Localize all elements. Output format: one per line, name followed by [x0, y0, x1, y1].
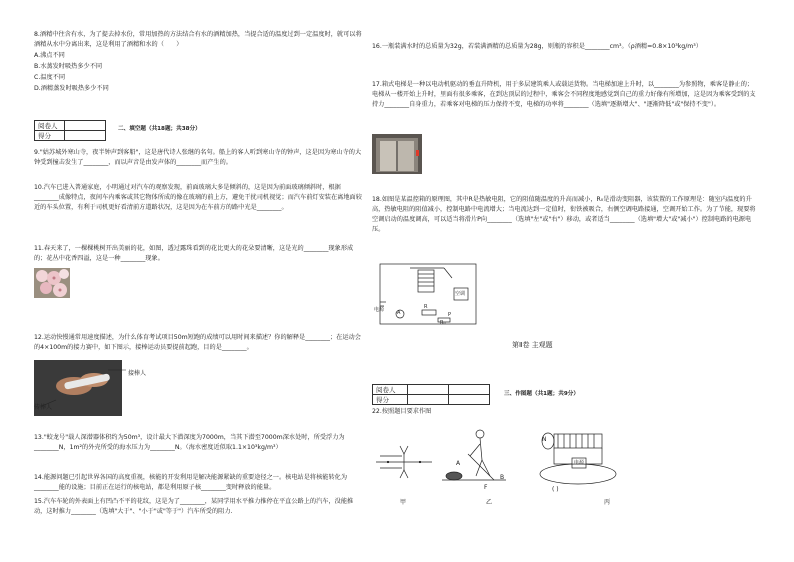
question-8: 8.酒精中往含有水，为了提去掉水份，常用加热的方法结合有水的酒精加热，当提合适的温度过到一定温度时，就可以将酒精从水中分离出来，这是利用了酒精和水的（ ）	[34, 31, 362, 48]
figure-bing-electromagnet	[532, 426, 622, 486]
score-table-right	[372, 384, 490, 405]
question-13: 13."蛟龙号"载人深潜器体积约为50m³，设计最大下潜深度为7000m，当其下潜至7000m深水处时，所受浮力为________N，1m²的外壳所受的海水压力为________N。（海水密度近似取1.1×10³kg/m³）	[34, 434, 345, 451]
ammeter-label: A	[397, 310, 401, 316]
score-table-left	[34, 120, 106, 141]
question-16: 16.一瓶装满水时的总质量为32g，若装满酒精的总质量为28g，则瓶的容积是________cm³。（ρ酒精=0.8×10³kg/m³）	[372, 43, 702, 50]
figure-yi-caption: 乙	[486, 499, 493, 506]
q8-option-a: A.沸点不同	[34, 52, 65, 59]
figure-bing-caption: 丙	[604, 499, 611, 506]
score-points-label: 得分	[373, 395, 408, 405]
thermostat-circuit-diagram	[372, 258, 484, 334]
score-reviewer-label: 阅卷人	[35, 121, 65, 131]
question-22: 22.按照题目要求作图	[372, 408, 432, 415]
source-label: 电源	[374, 307, 385, 313]
r0-label: R₀	[440, 320, 446, 326]
figure-yi-lever	[440, 426, 510, 492]
q8-option-b: B.水蒸发时吸热多少不同	[34, 63, 103, 70]
answer-parentheses: ( )	[552, 486, 559, 493]
power-label: 电源	[574, 460, 585, 466]
figure-jia-caption: 甲	[400, 499, 407, 506]
question-10: 10.汽车已进入普通家庭，小明通过对汽车的观察发现，前面玻璃大多是倾斜的，这是因为前面玻璃倾斜时，根据________成像特点，夜间车内乘客或其它物体所成的像在玻璃的前上方，避免干扰司机视觉；而汽车前灯安装在离地面较近的车头位置，有利于司机更好看清前方道路状况，这是因为在车前方的路中光是________。	[34, 184, 362, 211]
score-reviewer-label: 阅卷人	[373, 385, 408, 395]
section-2-title: 二、填空题（共18题；共38分）	[118, 126, 201, 132]
peach-blossom-photo	[34, 268, 70, 298]
question-14: 14.能源问题已引起世界各国的高度重视，核能的开发利用是解决能源紧缺的重要途径之一。核电站是将核能转化为________能的设施；目前正在运行的核电站，都是利用原子核________变时释放的能量。	[34, 474, 348, 491]
pole-n-label: N	[542, 436, 547, 443]
question-12: 12.运动快慢通常用速度描述，为什么体育考试项目50m短跑的成绩可以用时间来描述？你的解释是________；在运动会的4×100m的接力赛中，如下图示，接棒运动员要提前起跑，目的是________。	[34, 334, 361, 351]
q8-option-c: C.温度不同	[34, 74, 66, 81]
question-17: 17.箱式电梯是一种以电动机驱动的垂直升降机，用于多层建筑乘人或载运货物。当电梯加速上升时，以________为参照物，乘客是静止的；电梯从一楼开始上升时，里面有很多乘客，在到达顶层的过程中，乘客会不同程度地感觉到自己的重力好像有所增加，这是因为乘客受到的支持力________自身重力，若乘客对电梯的压力保持不变，电梯的功率将________（选填"逐渐增大"、"逐渐降低"或"保持不变"）。	[372, 81, 756, 108]
receiver-label: 接棒人	[128, 370, 147, 377]
q8-option-d: D.酒精蒸发时吸热多少不同	[34, 85, 109, 92]
p-label: P	[448, 312, 452, 318]
section-3-title: 三、作图题（共1题；共9分）	[504, 391, 579, 397]
question-15: 15.汽车车轮的外表面上有凹凸不平的花纹，这是为了________，某同学用水平推力推停在平直公路上的汽车，没能推动，这时推力________（选填"大于"、"小于"或"等于"）汽车所受的阻力.	[34, 498, 354, 515]
point-a-label: A	[456, 460, 461, 467]
force-f-label: F	[484, 484, 488, 491]
question-11: 11.春天来了，一棵棵桃树开出美丽的花，如图，透过露珠看到的花比更大的花朵要清晰，这是光的________现象形成的；花丛中花香四溢，这是一种________现象。	[34, 245, 354, 262]
ac-label: 空调	[455, 291, 466, 297]
part-2-title: 第Ⅱ卷 主观题	[512, 341, 553, 349]
passer-label: 传棒人	[34, 404, 53, 411]
r-label: R	[424, 304, 428, 310]
question-9: 9."姑苏城外寒山寺，夜半钟声到客船"，这是唐代诗人张继的名句。船上的客人听到寒山寺的钟声，这是因为寒山寺的大钟受到撞击发生了________，而以声音是由发声体的________而产生的。	[34, 149, 362, 166]
elevator-photo	[372, 134, 422, 174]
question-18: 18.如图是某温控箱的原理图，其中R是热敏电阻，它的阻值随温度的升高而减小，R₀是滑动变阻器，该装置的工作原理是：随室内温度的升高，热敏电阻的阻值减小，控制电路中电流增大；当电流达到一定值时，衔铁被吸合，右侧空调电路接通，空调开始工作。为了节能，现要将空调启动的温度调高，可以适当将滑片P向________（选填"左"或"右"）移动，或者适当________（选填"增大"或"减小"）控制电路的电源电压。	[372, 196, 756, 233]
point-b-label: B	[500, 474, 505, 481]
score-points-label: 得分	[35, 131, 65, 141]
figure-jia-lens	[374, 440, 434, 480]
